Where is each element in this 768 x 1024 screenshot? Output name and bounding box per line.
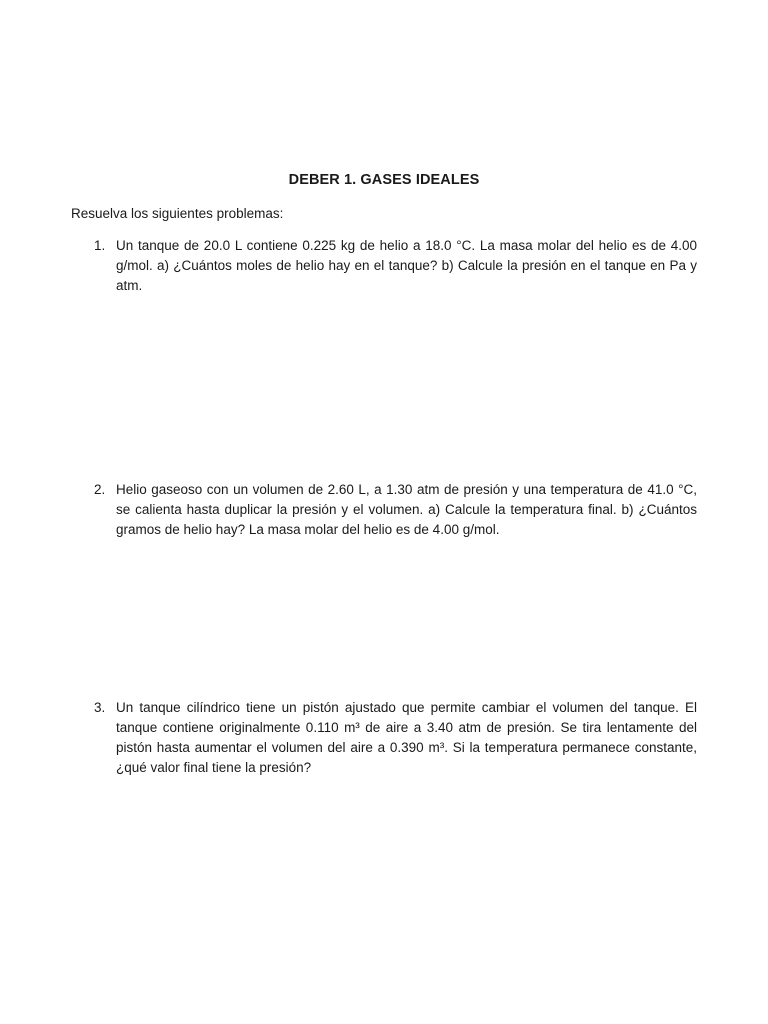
problem-number: 2. <box>94 482 106 497</box>
document-title: DEBER 1. GASES IDEALES <box>288 172 480 188</box>
problem-item-1 <box>94 236 697 296</box>
problem-text: Helio gaseoso con un volumen de 2.60 L, a 1.30 atm de presión y una temperatura de 41.0 °C, se calienta hasta duplicar la presión y el volumen. a) Calcule la temperatura final. b) ¿Cuántos gramos de helio hay? La masa molar del helio es de 4.00 g/mol. <box>116 482 697 537</box>
problem-text: Un tanque de 20.0 L contiene 0.225 kg de helio a 18.0 °C. La masa molar del helio es de 4.00 g/mol. a) ¿Cuántos moles de helio hay en el tanque? b) Calcule la presión en el tanque en Pa y atm. <box>116 238 697 293</box>
problem-number: 1. <box>94 238 106 253</box>
instructions-text: Resuelva los siguientes problemas: <box>71 206 284 221</box>
problem-text: Un tanque cilíndrico tiene un pistón ajustado que permite cambiar el volumen del tanque. El tanque contiene originalmente 0.110 m³ de aire a 3.40 atm de presión. Se tira lentamente del pistón hasta aumentar el volumen del aire a 0.390 m³. Si la temperatura permanece constante, ¿qué valor final tiene la presión? <box>116 700 697 775</box>
problem-number: 3. <box>94 700 106 715</box>
problem-item-2 <box>94 480 697 540</box>
problem-item-3 <box>94 698 697 778</box>
